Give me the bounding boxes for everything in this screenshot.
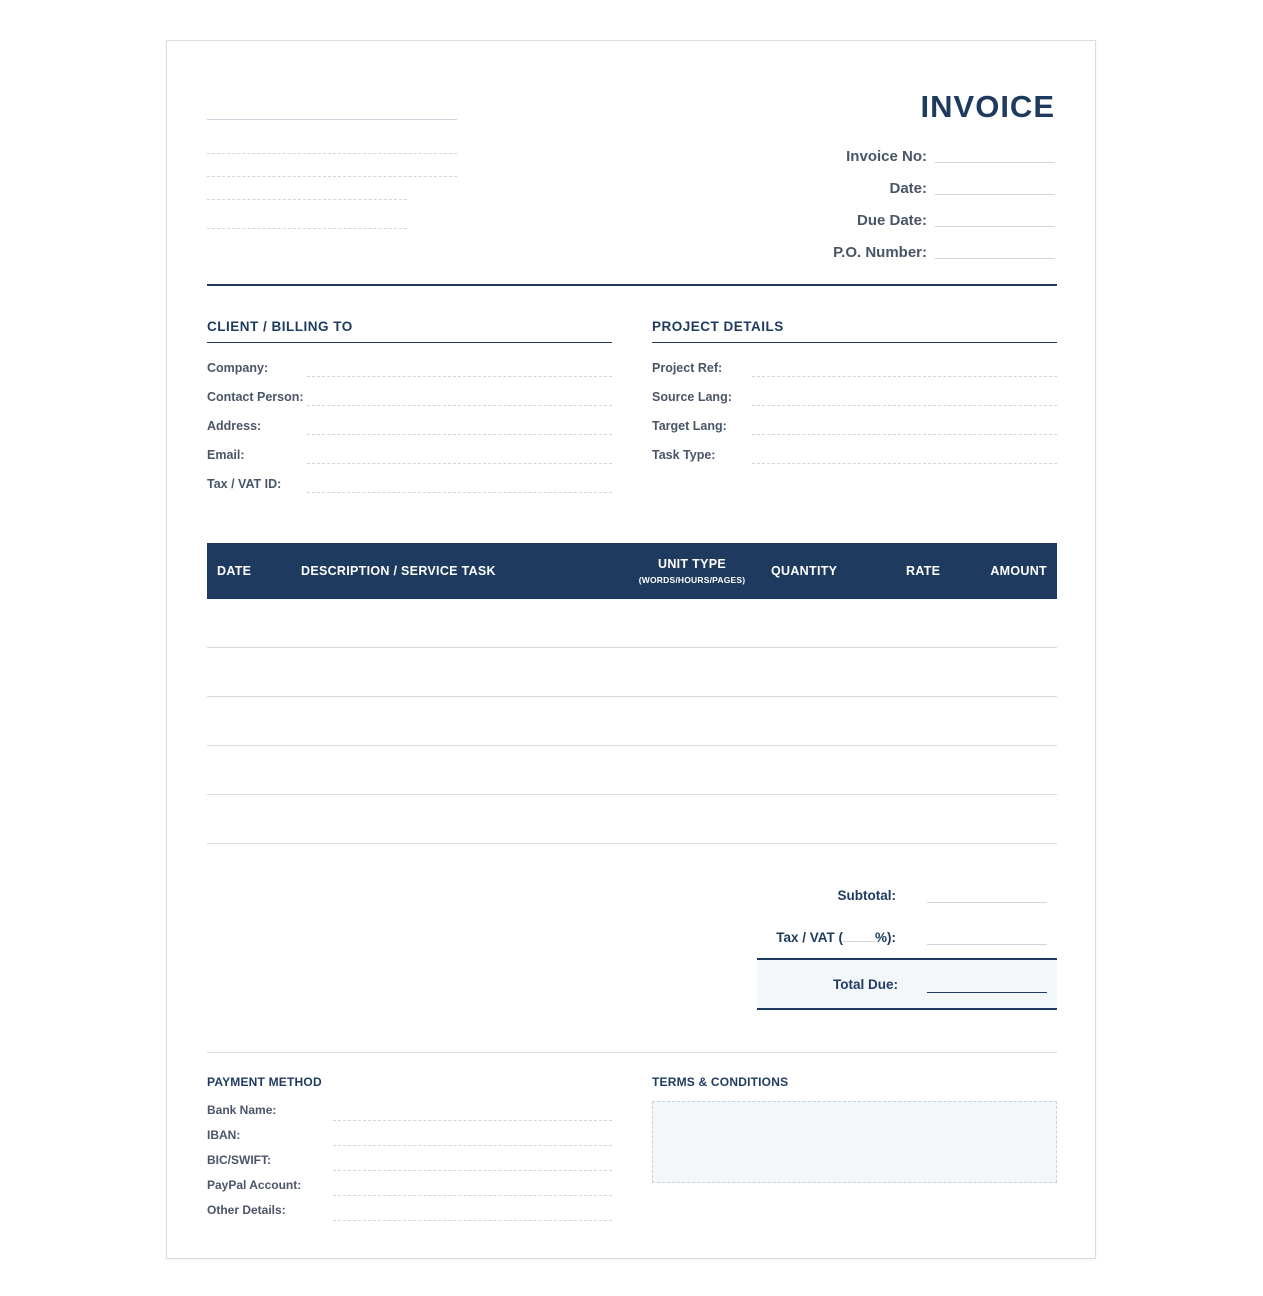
- project-section-title: PROJECT DETAILS: [652, 319, 1057, 343]
- invoice-title: INVOICE: [920, 89, 1055, 124]
- sender-address-line-2[interactable]: [207, 176, 457, 177]
- meta-row-po-number: [655, 244, 1055, 264]
- total-due-label: Total Due:: [833, 977, 898, 992]
- tax-rate-field[interactable]: [843, 931, 875, 942]
- project-field-ref: [652, 361, 1057, 383]
- meta-row-date: [655, 180, 1055, 200]
- total-due-field[interactable]: [927, 992, 1047, 993]
- unit-type-label: UNIT TYPE: [658, 557, 726, 571]
- sender-address-line-4[interactable]: [207, 228, 407, 229]
- due-date-field[interactable]: [935, 226, 1055, 227]
- terms-section-title: TERMS & CONDITIONS: [652, 1075, 789, 1089]
- payment-field-other: [207, 1203, 612, 1223]
- col-date-header: DATE: [217, 564, 252, 578]
- field-label: Target Lang:: [652, 419, 727, 433]
- field-label: BIC/SWIFT:: [207, 1153, 271, 1167]
- client-field-contact: [207, 390, 612, 412]
- task-type-input[interactable]: [752, 463, 1057, 464]
- sender-address-line-1[interactable]: [207, 153, 457, 154]
- table-row[interactable]: [207, 697, 1057, 746]
- project-field-task-type: [652, 448, 1057, 470]
- meta-row-due-date: [655, 212, 1055, 232]
- col-rate-header: RATE: [906, 564, 941, 578]
- field-label: Source Lang:: [652, 390, 732, 404]
- tax-label: [776, 930, 896, 945]
- field-label: Email:: [207, 448, 245, 462]
- source-lang-input[interactable]: [752, 405, 1057, 406]
- subtotal-label: Subtotal:: [837, 888, 896, 903]
- paypal-account-input[interactable]: [333, 1195, 612, 1196]
- project-field-target-lang: [652, 419, 1057, 441]
- field-label: Bank Name:: [207, 1103, 277, 1117]
- table-row[interactable]: [207, 599, 1057, 648]
- subtotal-field[interactable]: [927, 902, 1047, 903]
- bank-name-input[interactable]: [333, 1120, 612, 1121]
- table-row[interactable]: [207, 648, 1057, 697]
- invoice-no-field[interactable]: [935, 162, 1055, 163]
- client-section-title: CLIENT / BILLING TO: [207, 319, 612, 343]
- meta-label: Invoice No:: [846, 148, 927, 165]
- col-amount-header: AMOUNT: [990, 564, 1047, 578]
- field-label: Contact Person:: [207, 390, 304, 404]
- payment-field-iban: [207, 1128, 612, 1148]
- invoice-sheet: [166, 40, 1096, 1259]
- table-row[interactable]: [207, 795, 1057, 844]
- field-label: Other Details:: [207, 1203, 286, 1217]
- client-field-company: [207, 361, 612, 383]
- col-unit-type-header: [627, 543, 757, 599]
- tax-label-prefix: Tax / VAT (: [776, 930, 843, 945]
- meta-label: Due Date:: [856, 212, 927, 229]
- field-label: Task Type:: [652, 448, 716, 462]
- client-field-address: [207, 419, 612, 441]
- other-details-input[interactable]: [333, 1220, 612, 1221]
- total-due-box: [757, 958, 1057, 1010]
- terms-textarea[interactable]: [652, 1101, 1057, 1183]
- payment-section-title: PAYMENT METHOD: [207, 1075, 322, 1089]
- field-label: Tax / VAT ID:: [207, 477, 282, 491]
- address-input[interactable]: [307, 434, 612, 435]
- iban-input[interactable]: [333, 1145, 612, 1146]
- meta-label: P.O. Number:: [833, 244, 927, 261]
- company-input[interactable]: [307, 376, 612, 377]
- field-label: PayPal Account:: [207, 1178, 302, 1192]
- client-field-email: [207, 448, 612, 470]
- contact-person-input[interactable]: [307, 405, 612, 406]
- meta-row-invoice-no: [655, 148, 1055, 168]
- sender-address-line-3[interactable]: [207, 199, 407, 200]
- col-description-header: DESCRIPTION / SERVICE TASK: [301, 564, 496, 578]
- email-input[interactable]: [307, 463, 612, 464]
- unit-type-sublabel: (WORDS/HOURS/PAGES): [638, 575, 746, 585]
- field-label: Company:: [207, 361, 269, 375]
- tax-id-input[interactable]: [307, 492, 612, 493]
- company-name-line[interactable]: [207, 119, 457, 120]
- target-lang-input[interactable]: [752, 434, 1057, 435]
- table-row[interactable]: [207, 746, 1057, 795]
- tax-field[interactable]: [927, 944, 1047, 945]
- payment-field-paypal: [207, 1178, 612, 1198]
- header-divider: [207, 284, 1057, 286]
- field-label: Address:: [207, 419, 262, 433]
- client-field-tax-id: [207, 477, 612, 499]
- col-quantity-header: QUANTITY: [771, 564, 838, 578]
- project-ref-input[interactable]: [752, 376, 1057, 377]
- payment-field-bank: [207, 1103, 612, 1123]
- meta-label: Date:: [889, 180, 927, 197]
- payment-field-bic: [207, 1153, 612, 1173]
- po-number-field[interactable]: [935, 258, 1055, 259]
- items-table-header: [207, 543, 1057, 599]
- tax-label-suffix: %):: [875, 930, 896, 945]
- footer-divider: [207, 1052, 1057, 1053]
- field-label: Project Ref:: [652, 361, 723, 375]
- bic-swift-input[interactable]: [333, 1170, 612, 1171]
- date-field[interactable]: [935, 194, 1055, 195]
- field-label: IBAN:: [207, 1128, 241, 1142]
- project-field-source-lang: [652, 390, 1057, 412]
